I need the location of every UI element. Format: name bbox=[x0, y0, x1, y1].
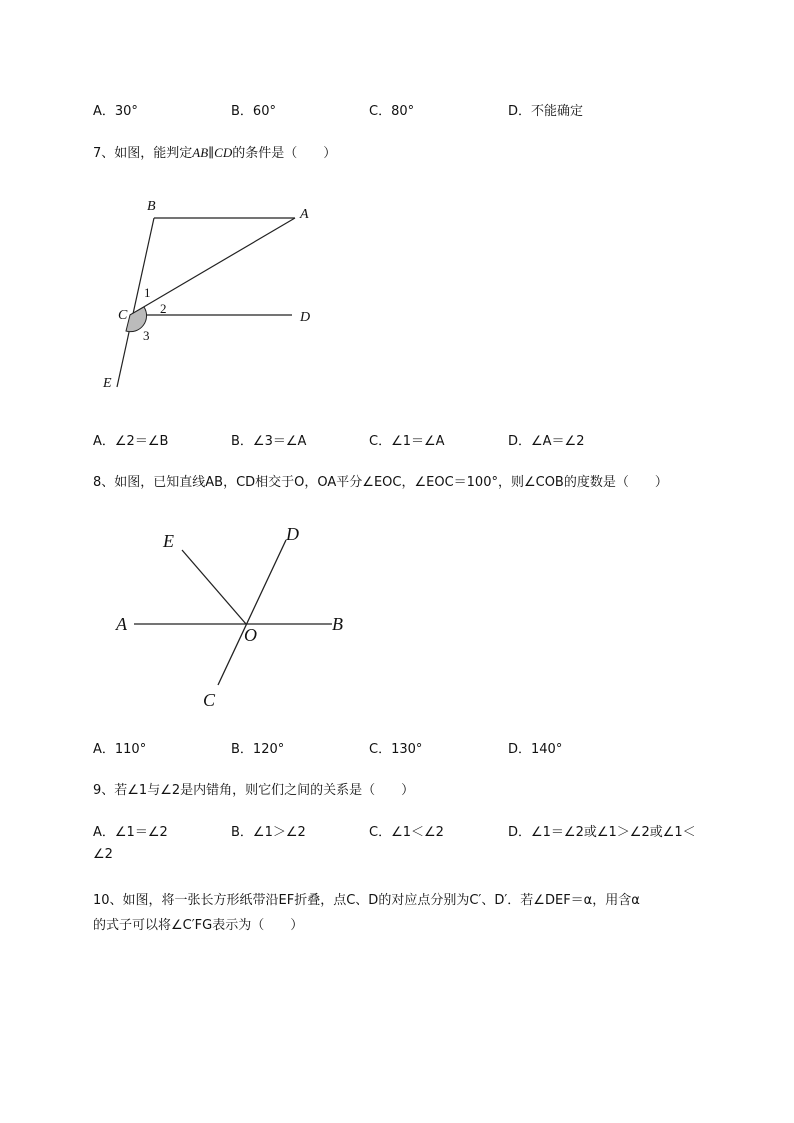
q7-angle-2: 2 bbox=[160, 301, 167, 316]
q10-stem-line1: 10、如图，将一张长方形纸带沿EF折叠，点C、D的对应点分别为C′、D′．若∠DEF＝α，用含α bbox=[93, 893, 640, 908]
q8-label-o: O bbox=[244, 625, 257, 645]
q9-option-d-wrap: ∠2 bbox=[93, 847, 113, 862]
q7-stem bbox=[93, 142, 336, 161]
q7-figure bbox=[95, 190, 335, 400]
q9-option-b[interactable]: B．∠1＞∠2 bbox=[231, 825, 306, 840]
q9-stem: 9、若∠1与∠2是内错角，则它们之间的关系是（ ） bbox=[93, 783, 415, 798]
q7-angle-3: 3 bbox=[143, 328, 150, 343]
q7-stem-prefix: 7、如图，能判定 bbox=[93, 146, 193, 161]
q10-stem-line2: 的式子可以将∠C′FG表示为（ ） bbox=[93, 918, 304, 933]
q6-option-b[interactable]: B．60° bbox=[231, 104, 276, 119]
q6-option-d[interactable]: D．不能确定 bbox=[508, 104, 584, 119]
q6-option-c[interactable]: C．80° bbox=[369, 104, 415, 119]
q7-label-b: B bbox=[147, 199, 156, 214]
q7-option-c[interactable]: C．∠1＝∠A bbox=[369, 434, 445, 449]
q8-label-c: C bbox=[203, 690, 216, 710]
q7-label-a: A bbox=[300, 207, 309, 222]
q8-label-b: B bbox=[332, 614, 343, 634]
q9-option-a[interactable]: A．∠1＝∠2 bbox=[93, 825, 168, 840]
q9-option-c[interactable]: C．∠1＜∠2 bbox=[369, 825, 444, 840]
q8-option-c[interactable]: C．130° bbox=[369, 742, 423, 757]
q7-option-a[interactable]: A．∠2＝∠B bbox=[93, 434, 169, 449]
q8-option-d[interactable]: D．140° bbox=[508, 742, 563, 757]
q7-label-d: D bbox=[300, 310, 311, 325]
q8-label-a: A bbox=[116, 614, 127, 634]
q8-label-d: D bbox=[286, 524, 299, 544]
q8-figure bbox=[110, 520, 360, 715]
q7-label-c: C bbox=[118, 308, 128, 323]
q6-option-a[interactable]: A．30° bbox=[93, 104, 138, 119]
q8-option-a[interactable]: A．110° bbox=[93, 742, 147, 757]
q7-option-d[interactable]: D．∠A＝∠2 bbox=[508, 434, 585, 449]
q7-stem-math: AB∥CD bbox=[192, 145, 233, 160]
q8-label-e: E bbox=[163, 531, 174, 551]
q7-angle-1: 1 bbox=[144, 285, 151, 300]
q9-option-d[interactable]: D．∠1＝∠2或∠1＞∠2或∠1＜ bbox=[508, 825, 696, 840]
q8-stem: 8、如图，已知直线AB，CD相交于O，OA平分∠EOC，∠EOC＝100°，则∠COB的度数是（ ） bbox=[93, 475, 668, 490]
q7-stem-suffix: 的条件是（ ） bbox=[232, 146, 337, 161]
q7-option-b[interactable]: B．∠3＝∠A bbox=[231, 434, 307, 449]
q7-label-e: E bbox=[103, 376, 112, 391]
q8-option-b[interactable]: B．120° bbox=[231, 742, 285, 757]
